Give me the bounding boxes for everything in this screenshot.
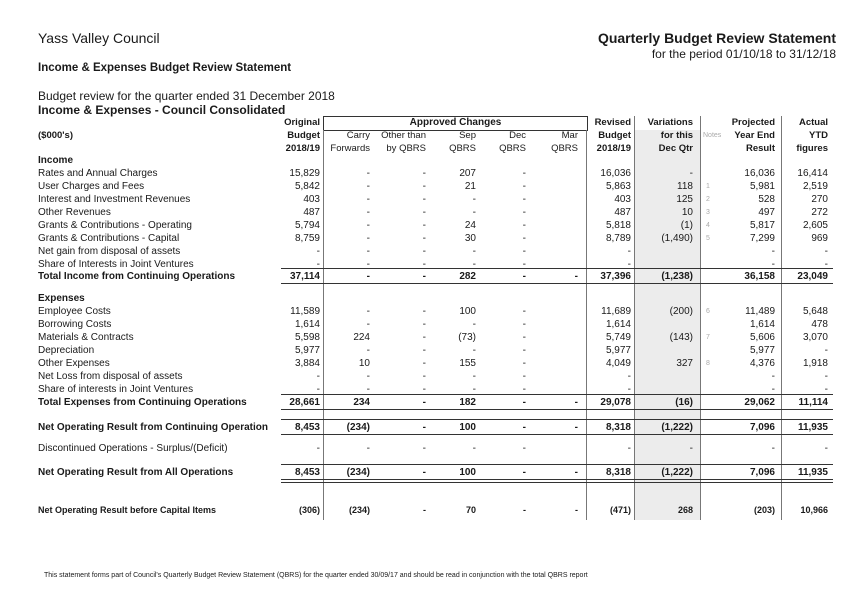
carry-forwards-header: Carry Forwards: [330, 130, 370, 154]
cell-other: -: [422, 397, 426, 408]
cell-revised: 16,036: [600, 168, 631, 179]
cell-original: -: [316, 246, 320, 257]
cell-sep: -: [472, 207, 476, 218]
cell-dec: -: [522, 271, 526, 282]
cell-actual: -: [824, 443, 828, 454]
cell-dec: -: [522, 397, 526, 408]
cell-other: -: [422, 233, 426, 244]
cell-revised: 487: [614, 207, 631, 218]
dec-qbrs-header: Dec QBRS: [499, 130, 526, 154]
cell-actual: -: [824, 345, 828, 356]
cell-note: 1: [706, 183, 710, 190]
cell-revised: 11,689: [601, 306, 631, 317]
row-label: Rates and Annual Charges: [38, 168, 158, 179]
cell-original: 5,794: [294, 220, 320, 231]
cell-actual: 16,414: [797, 168, 828, 179]
divider-line: [323, 130, 324, 520]
cell-variation: (1,222): [661, 422, 693, 433]
cell-variation: -: [689, 443, 693, 454]
cell-revised: 5,749: [605, 332, 631, 343]
row-label: User Charges and Fees: [38, 181, 145, 192]
rule-line: [281, 479, 833, 480]
cell-actual: 5,648: [802, 306, 828, 317]
cell-actual: -: [824, 384, 828, 395]
cell-other: -: [422, 358, 426, 369]
cell-carry: -: [366, 319, 370, 330]
report-period: for the period 01/10/18 to 31/12/18: [651, 47, 836, 61]
cell-other: -: [422, 259, 426, 270]
divider-line: [700, 116, 701, 520]
cell-revised: 37,396: [600, 271, 631, 282]
cell-other: -: [422, 246, 426, 257]
cell-carry: -: [366, 246, 370, 257]
cell-actual: 1,918: [802, 358, 828, 369]
cell-other: -: [422, 194, 426, 205]
cell-sep: 155: [459, 358, 476, 369]
cell-dec: -: [522, 443, 526, 454]
row-label: Interest and Investment Revenues: [38, 194, 191, 205]
cell-dec: -: [522, 384, 526, 395]
cell-dec: -: [522, 306, 526, 317]
cell-note: 3: [706, 209, 710, 216]
row-label: Other Expenses: [38, 358, 110, 369]
cell-other: -: [422, 306, 426, 317]
row-label: Grants & Contributions - Capital: [38, 233, 180, 244]
cell-dec: -: [522, 220, 526, 231]
cell-sep: -: [472, 194, 476, 205]
cell-original: 8,453: [294, 467, 320, 478]
cell-revised: 5,977: [605, 345, 631, 356]
cell-revised: -: [627, 259, 631, 270]
cell-dec: -: [522, 467, 526, 478]
cell-original: 487: [303, 207, 320, 218]
cell-actual: 2,605: [802, 220, 828, 231]
cell-revised: (471): [609, 505, 631, 515]
cell-original: 37,114: [289, 271, 320, 282]
cell-actual: 11,935: [797, 467, 828, 478]
cell-projected: -: [771, 443, 775, 454]
cell-actual: -: [824, 371, 828, 382]
cell-actual: 272: [811, 207, 828, 218]
cell-revised: 403: [614, 194, 631, 205]
row-label: Total Income from Continuing Operations: [38, 271, 236, 282]
cell-projected: 5,977: [749, 345, 775, 356]
cell-mar: -: [574, 422, 578, 433]
cell-sep: 30: [464, 233, 476, 244]
cell-variation: 327: [676, 358, 693, 369]
cell-original: 403: [303, 194, 320, 205]
cell-carry: -: [366, 194, 370, 205]
cell-variation: 268: [677, 505, 693, 515]
cell-carry: -: [366, 443, 370, 454]
cell-carry: (234): [346, 422, 370, 433]
cell-original: -: [316, 384, 320, 395]
cell-actual: -: [824, 259, 828, 270]
cell-dec: -: [522, 207, 526, 218]
cell-dec: -: [522, 358, 526, 369]
review-line: Budget review for the quarter ended 31 December 2018: [38, 89, 335, 103]
cell-projected: 36,158: [744, 271, 775, 282]
row-label: Net Operating Result before Capital Items: [38, 505, 217, 515]
cell-projected: 5,817: [749, 220, 775, 231]
cell-original: 1,614: [294, 319, 320, 330]
cell-sep: 182: [459, 397, 476, 408]
cell-other: -: [422, 207, 426, 218]
row-label: Share of Interests in Joint Ventures: [38, 259, 194, 270]
cell-original: 8,453: [294, 422, 320, 433]
cell-projected: 11,489: [745, 306, 775, 317]
rule-line: [281, 283, 833, 284]
divider-line: [634, 116, 635, 520]
cell-note: 8: [706, 360, 710, 367]
mar-qbrs-header: Mar QBRS: [551, 130, 578, 154]
cell-variation: (1): [680, 220, 693, 231]
cell-projected: -: [771, 371, 775, 382]
rule-line: [281, 268, 833, 269]
cell-carry: -: [366, 207, 370, 218]
cell-revised: 8,318: [605, 467, 631, 478]
cell-sep: 100: [459, 467, 476, 478]
row-label: Total Expenses from Continuing Operations: [38, 397, 247, 408]
cell-dec: -: [522, 319, 526, 330]
cell-original: 5,977: [294, 345, 320, 356]
row-label: Grants & Contributions - Operating: [38, 220, 192, 231]
row-label: Employee Costs: [38, 306, 111, 317]
row-label: Income: [38, 155, 74, 166]
cell-actual: 3,070: [802, 332, 828, 343]
cell-other: -: [422, 345, 426, 356]
cell-variation: 118: [677, 181, 693, 192]
cell-dec: -: [522, 371, 526, 382]
cell-carry: 234: [353, 397, 370, 408]
cell-carry: 10: [358, 358, 370, 369]
cell-dec: -: [522, 246, 526, 257]
cell-other: -: [422, 319, 426, 330]
cell-projected: 16,036: [744, 168, 775, 179]
statement-title: Income & Expenses Budget Review Statement: [38, 62, 292, 74]
cell-carry: -: [366, 220, 370, 231]
rule-line: [281, 394, 833, 395]
cell-dec: -: [523, 505, 526, 515]
cell-original: 28,661: [289, 397, 320, 408]
cell-actual: 11,114: [798, 397, 828, 408]
row-label: Materials & Contracts: [38, 332, 134, 343]
rule-line: [281, 409, 833, 410]
cell-projected: 5,606: [749, 332, 775, 343]
cell-sep: 70: [465, 505, 476, 515]
row-label: Net Operating Result from Continuing Operation: [38, 422, 268, 433]
cell-original: (306): [298, 505, 320, 515]
cell-original: 3,884: [294, 358, 320, 369]
cell-other: -: [422, 384, 426, 395]
cell-variation: (1,490): [661, 233, 693, 244]
cell-original: -: [316, 371, 320, 382]
row-label: Expenses: [38, 293, 85, 304]
divider-line: [586, 130, 587, 520]
cell-revised: -: [627, 246, 631, 257]
row-label: Net gain from disposal of assets: [38, 246, 181, 257]
row-label: Net Operating Result from All Operations: [38, 467, 234, 478]
cell-revised: 1,614: [605, 319, 631, 330]
cell-original: -: [316, 259, 320, 270]
projected-header: Projected Year End Result: [731, 117, 775, 154]
cell-projected: 1,614: [749, 319, 775, 330]
cell-projected: -: [771, 384, 775, 395]
cell-projected: 7,096: [749, 422, 775, 433]
original-header: Original Budget 2018/19: [284, 117, 320, 154]
cell-carry: -: [366, 384, 370, 395]
cell-sep: -: [472, 345, 476, 356]
cell-original: 11,589: [290, 306, 320, 317]
cell-other: -: [422, 168, 426, 179]
cell-variation: 10: [681, 207, 693, 218]
cell-revised: 5,863: [605, 181, 631, 192]
cell-actual: 270: [811, 194, 828, 205]
cell-other: -: [422, 467, 426, 478]
rule-line: [281, 464, 833, 465]
cell-dec: -: [522, 168, 526, 179]
cell-note: 5: [706, 235, 710, 242]
rule-line: [281, 482, 833, 483]
cell-revised: -: [627, 384, 631, 395]
other-than-qbrs-header: Other than by QBRS: [381, 130, 426, 154]
cell-carry: -: [366, 181, 370, 192]
cell-variation: (16): [675, 397, 693, 408]
cell-note: 2: [706, 196, 710, 203]
cell-revised: -: [627, 371, 631, 382]
cell-carry: -: [366, 371, 370, 382]
cell-actual: -: [824, 246, 828, 257]
rule-line: [281, 419, 833, 420]
cell-sep: -: [472, 443, 476, 454]
row-label: Share of interests in Joint Ventures: [38, 384, 194, 395]
cell-other: -: [422, 371, 426, 382]
cell-other: -: [422, 271, 426, 282]
cell-original: 5,842: [294, 181, 320, 192]
cell-original: 15,829: [289, 168, 320, 179]
cell-projected: 5,981: [749, 181, 775, 192]
cell-projected: 528: [758, 194, 775, 205]
approved-changes-label: Approved Changes: [409, 117, 502, 128]
cell-dec: -: [522, 181, 526, 192]
revised-budget-header: Revised Budget 2018/19: [594, 117, 631, 154]
cell-carry: -: [366, 345, 370, 356]
cell-actual: 2,519: [802, 181, 828, 192]
cell-projected: 497: [758, 207, 775, 218]
cell-projected: 4,376: [749, 358, 775, 369]
cell-sep: 21: [464, 181, 476, 192]
cell-dec: -: [522, 332, 526, 343]
cell-dec: -: [522, 233, 526, 244]
row-label: Other Revenues: [38, 207, 111, 218]
cell-other: -: [422, 443, 426, 454]
cell-dec: -: [522, 345, 526, 356]
cell-sep: 24: [464, 220, 476, 231]
footnote: This statement forms part of Council's Quarterly Budget Review Statement (QBRS) for the quarter ended 30/09/17 and should be read in conjunction with the total QBRS report: [44, 572, 588, 579]
council-name: Yass Valley Council: [38, 30, 160, 46]
cell-original: 8,759: [294, 233, 320, 244]
report-title: Quarterly Budget Review Statement: [597, 30, 836, 46]
cell-carry: -: [366, 168, 370, 179]
cell-actual: 11,935: [797, 422, 828, 433]
cell-projected: -: [771, 246, 775, 257]
cell-dec: -: [522, 194, 526, 205]
cell-original: 5,598: [294, 332, 320, 343]
cell-carry: -: [366, 233, 370, 244]
cell-note: 6: [706, 308, 710, 315]
cell-other: -: [422, 422, 426, 433]
cell-projected: 29,062: [744, 397, 775, 408]
cell-note: 4: [706, 222, 710, 229]
consolidated-heading: Income & Expenses - Council Consolidated: [38, 103, 286, 117]
rule-line: [281, 434, 833, 435]
cell-carry: -: [366, 259, 370, 270]
cell-variation: -: [689, 168, 693, 179]
cell-actual: 10,966: [800, 505, 828, 515]
cell-carry: 224: [353, 332, 370, 343]
cell-revised: 8,318: [605, 422, 631, 433]
cell-variation: (1,222): [661, 467, 693, 478]
cell-revised: 29,078: [600, 397, 631, 408]
cell-sep: -: [472, 384, 476, 395]
actual-header: Actual YTD figures: [796, 117, 828, 154]
cell-sep: 282: [459, 271, 476, 282]
cell-projected: 7,299: [749, 233, 775, 244]
cell-variation: (200): [669, 306, 693, 317]
cell-projected: -: [771, 259, 775, 270]
cell-note: 7: [706, 334, 710, 341]
cell-dec: -: [522, 259, 526, 270]
cell-variation: (143): [669, 332, 693, 343]
unit-header: ($000's): [38, 130, 74, 141]
cell-sep: 100: [459, 422, 476, 433]
cell-sep: (73): [458, 332, 476, 343]
cell-carry: (234): [348, 505, 370, 515]
row-label: Net Loss from disposal of assets: [38, 371, 183, 382]
row-label: Borrowing Costs: [38, 319, 112, 330]
cell-sep: -: [472, 246, 476, 257]
cell-actual: 478: [811, 319, 828, 330]
cell-sep: -: [472, 259, 476, 270]
row-label: Depreciation: [38, 345, 95, 356]
cell-original: -: [316, 443, 320, 454]
variations-header: Variations for this Dec Qtr: [647, 117, 693, 154]
cell-mar: -: [574, 271, 578, 282]
row-label: Discontinued Operations - Surplus/(Deficit): [38, 443, 228, 454]
cell-other: -: [422, 220, 426, 231]
cell-carry: (234): [346, 467, 370, 478]
cell-other: -: [422, 332, 426, 343]
cell-sep: -: [472, 371, 476, 382]
cell-mar: -: [575, 505, 578, 515]
cell-dec: -: [522, 422, 526, 433]
cell-variation: (1,238): [661, 271, 693, 282]
cell-revised: 5,818: [605, 220, 631, 231]
cell-mar: -: [574, 467, 578, 478]
cell-revised: 4,049: [605, 358, 631, 369]
sep-qbrs-header: Sep QBRS: [449, 130, 476, 154]
cell-variation: 125: [676, 194, 693, 205]
cell-carry: -: [366, 271, 370, 282]
cell-actual: 969: [811, 233, 828, 244]
cell-sep: -: [472, 319, 476, 330]
cell-sep: 207: [459, 168, 476, 179]
cell-sep: 100: [459, 306, 476, 317]
cell-mar: -: [574, 397, 578, 408]
divider-line: [781, 116, 782, 520]
cell-revised: -: [627, 443, 631, 454]
cell-carry: -: [366, 306, 370, 317]
cell-actual: 23,049: [797, 271, 828, 282]
cell-revised: 8,789: [605, 233, 631, 244]
notes-header: Notes: [703, 132, 722, 139]
cell-other: -: [422, 181, 426, 192]
cell-projected: (203): [753, 505, 775, 515]
cell-other: -: [423, 505, 426, 515]
cell-projected: 7,096: [749, 467, 775, 478]
